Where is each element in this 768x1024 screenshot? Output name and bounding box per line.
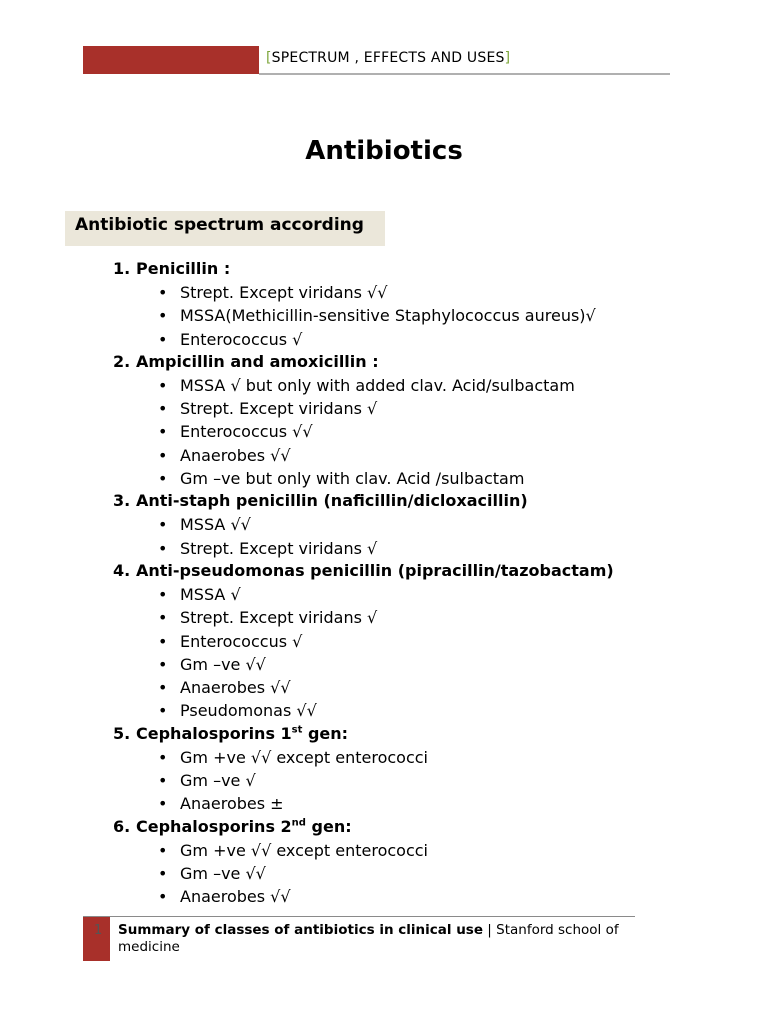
bullet-icon: •: [158, 654, 168, 674]
spectrum-entry-text: Strept. Except viridans √√: [180, 283, 388, 302]
list-item-number: 6.: [113, 816, 131, 836]
spectrum-entry-text: Anaerobes √√: [180, 678, 291, 698]
list-item-number: 5.: [113, 723, 131, 743]
bullet-icon: •: [158, 584, 168, 604]
spectrum-entry-text: Strept. Except viridans √: [180, 399, 378, 419]
footer-text: [118, 922, 628, 956]
header-accent-bar: [83, 46, 259, 74]
list-item-label: Anti-staph penicillin (naficillin/dicloxacillin): [136, 491, 528, 511]
footer-source: Stanford school of medicine: [118, 922, 619, 955]
list-item-label: Ampicillin and amoxicillin :: [136, 351, 379, 371]
spectrum-entry: [113, 513, 733, 536]
spectrum-entry: [113, 839, 733, 862]
footer-rule: [83, 916, 635, 917]
spectrum-entry: [113, 444, 733, 467]
page-number: 1: [94, 923, 103, 938]
spectrum-entry: [113, 583, 733, 606]
spectrum-entry: [113, 397, 733, 420]
spectrum-entry-text: Gm –ve √√: [180, 863, 266, 883]
bullet-icon: •: [158, 375, 168, 395]
bullet-icon: •: [158, 863, 168, 883]
header-title: SPECTRUM , EFFECTS AND USES: [271, 50, 505, 66]
bullet-icon: •: [158, 887, 168, 907]
header-bracket-close: ]: [504, 50, 511, 66]
spectrum-entry: [113, 792, 733, 815]
spectrum-entry-text: Enterococcus √: [180, 329, 303, 349]
list-item-number: 4.: [113, 560, 131, 580]
spectrum-entry-text: MSSA √: [180, 584, 241, 604]
list-item-heading: [113, 258, 733, 281]
spectrum-entry-text: MSSA √ but only with added clav. Acid/sulbactam: [180, 375, 575, 395]
spectrum-entry: [113, 328, 733, 351]
bullet-icon: •: [158, 701, 168, 721]
list-item-superscript: st: [291, 724, 303, 736]
spectrum-entry: [113, 653, 733, 676]
list-item-number: 3.: [113, 491, 131, 511]
list-item-heading: [113, 560, 733, 583]
list-item-label: Anti-pseudomonas penicillin (pipracillin/tazobactam): [136, 560, 614, 580]
spectrum-entry: [113, 769, 733, 792]
spectrum-entry-text: MSSA √√: [180, 515, 251, 535]
list-item-number: 1.: [113, 259, 131, 278]
spectrum-entry-text: Strept. Except viridans √: [180, 608, 378, 628]
bullet-icon: •: [158, 538, 168, 558]
spectrum-entry-text: MSSA(Methicillin-sensitive Staphylococcus aureus)√: [180, 306, 596, 326]
bullet-icon: •: [158, 515, 168, 535]
bullet-icon: •: [158, 329, 168, 349]
spectrum-entry: [113, 746, 733, 769]
footer-separator: |: [483, 922, 497, 938]
list-item-heading: [113, 816, 733, 839]
spectrum-entry-text: Gm +ve √√ except enterococci: [180, 747, 428, 767]
list-item-label: Cephalosporins 1: [136, 723, 292, 743]
bullet-icon: •: [158, 306, 168, 326]
list-item-suffix: gen:: [305, 816, 352, 836]
spectrum-entry-text: Strept. Except viridans √: [180, 538, 378, 558]
antibiotic-list: [113, 258, 733, 909]
bullet-icon: •: [158, 445, 168, 465]
spectrum-entry: [113, 699, 733, 722]
spectrum-entry-text: Pseudomonas √√: [180, 701, 317, 721]
list-item-number: 2.: [113, 351, 131, 371]
list-item-label: Penicillin :: [136, 259, 231, 278]
spectrum-entry: [113, 537, 733, 560]
spectrum-entry-text: Enterococcus √√: [180, 422, 313, 442]
spectrum-entry: [113, 467, 733, 490]
spectrum-entry-text: Anaerobes ±: [180, 794, 284, 814]
bullet-icon: •: [158, 631, 168, 651]
bullet-icon: •: [158, 283, 168, 302]
spectrum-entry-text: Enterococcus √: [180, 631, 303, 651]
list-item-heading: [113, 351, 733, 374]
header-bracket-open: [: [266, 50, 272, 66]
bullet-icon: •: [158, 747, 168, 767]
spectrum-entry: [113, 862, 733, 885]
bullet-icon: •: [158, 678, 168, 698]
spectrum-entry-text: Gm –ve √: [180, 771, 256, 791]
bullet-icon: •: [158, 422, 168, 442]
spectrum-entry: [113, 374, 733, 397]
section-heading: Antibiotic spectrum according: [75, 215, 364, 235]
spectrum-entry: [113, 281, 733, 304]
list-item-heading: [113, 723, 733, 746]
spectrum-entry-text: Anaerobes √√: [180, 445, 291, 465]
spectrum-entry: [113, 630, 733, 653]
spectrum-entry: [113, 420, 733, 443]
spectrum-entry: [113, 885, 733, 908]
spectrum-entry: [113, 304, 733, 327]
list-item-label: Cephalosporins 2: [136, 816, 292, 836]
bullet-icon: •: [158, 794, 168, 814]
list-item-superscript: nd: [291, 817, 306, 829]
bullet-icon: •: [158, 469, 168, 489]
spectrum-entry-text: Gm –ve √√: [180, 654, 266, 674]
bullet-icon: •: [158, 771, 168, 791]
page-title: Antibiotics: [305, 136, 463, 166]
header-rule: [259, 73, 670, 75]
bullet-icon: •: [158, 608, 168, 628]
spectrum-entry-text: Anaerobes √√: [180, 887, 291, 907]
bullet-icon: •: [158, 840, 168, 860]
footer-title: Summary of classes of antibiotics in clinical use: [118, 922, 483, 938]
bullet-icon: •: [158, 399, 168, 419]
list-item-heading: [113, 490, 733, 513]
spectrum-entry: [113, 676, 733, 699]
spectrum-entry-text: Gm –ve but only with clav. Acid /sulbactam: [180, 469, 525, 489]
running-header: [266, 50, 510, 66]
spectrum-entry: [113, 606, 733, 629]
spectrum-entry-text: Gm +ve √√ except enterococci: [180, 840, 428, 860]
list-item-suffix: gen:: [302, 723, 349, 743]
